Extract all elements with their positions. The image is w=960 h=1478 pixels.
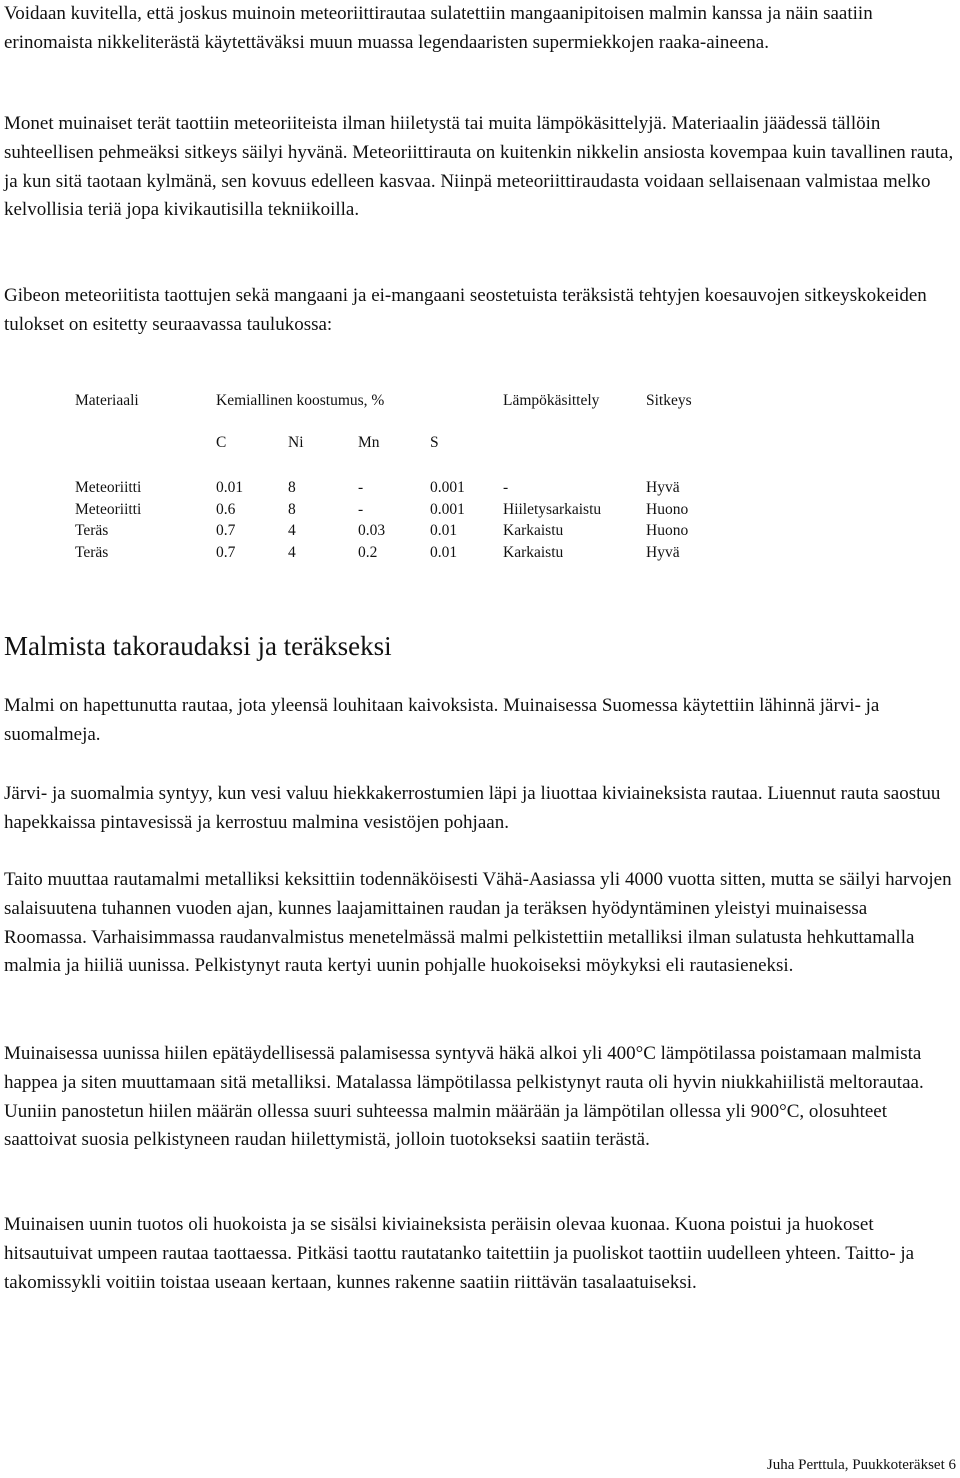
paragraph-bog-ore: Järvi- ja suomalmia syntyy, kun vesi valuu hiekkakerrostumien läpi ja liuottaa kiviaineksista rautaa. Liuennut rauta saostuu hapekkaissa pintavesissä ja kerrostuu malmina vesistöjen pohjaan. — [4, 783, 941, 833]
paragraph-bloom-forging: Muinaisen uunin tuotos oli huokoista ja se sisälsi kiviaineksista peräisin olevaa kuonaa. Kuona poistui ja huokoset hitsautuivat umpeen rautaa taottaessa. Pitkäsi taottu rautatanko taitettiin ja puoliskot taottiin uudelleen yhteen. Taitto- ja takomissykli voitiin toistaa useaan kertaan, kunnes rakenne saatiin riittävän tasalaatuiseksi. — [4, 1214, 915, 1293]
subheader-ni: Ni — [288, 434, 304, 451]
table-subheader-row — [75, 434, 726, 477]
table-row — [75, 477, 726, 499]
cell-material: Teräs — [75, 543, 109, 561]
paragraph-meteorite-intro: Voidaan kuvitella, että joskus muinoin meteoriittirautaa sulatettiin mangaanipitoisen malmin kanssa ja näin saatiin erinomaista nikkeliterästä käytettäväksi muun muassa legendaaristen supermiekkojen raaka-aineena. — [4, 3, 873, 53]
cell-toughness: Huono — [646, 522, 689, 539]
cell-s: 0.01 — [430, 522, 458, 539]
paragraph-meteorite-blades: Monet muinaiset terät taottiin meteoriiteista ilman hiiletystä tai muita lämpökäsittelyjä. Materiaalin jäädessä tällöin suhteellisen pehmeäksi sitkeys säilyi hyvänä. Meteoriittirauta on kuitenkin nikkelin ansiosta kovempaa kuin tavallinen rauta, ja kun sitä taotaan kylmänä, sen kovuus edelleen kasvaa. Niinpä meteoriittiraudasta voidaan sellaisenaan valmistaa melko kelvollisia teriä jopa kivikautisilla tekniikoilla. — [4, 113, 954, 221]
cell-heat-treatment: - — [503, 479, 509, 496]
page-number: 6 — [948, 1457, 956, 1473]
table-header-row — [75, 392, 726, 434]
toughness-table — [75, 392, 726, 563]
cell-material: Meteoriitti — [75, 479, 142, 496]
subheader-s: S — [430, 434, 439, 451]
cell-s: 0.001 — [430, 479, 465, 496]
cell-mn: 0.2 — [358, 543, 378, 561]
footer-author-title: Juha Perttula, Puukkoteräkset — [766, 1457, 945, 1473]
header-composition: Kemiallinen koostumus, % — [216, 392, 385, 409]
cell-heat-treatment: Hiiletysarkaistu — [503, 500, 602, 518]
subheader-empty — [75, 434, 216, 477]
cell-c: 0.6 — [216, 500, 236, 518]
cell-material: Meteoriitti — [75, 500, 142, 518]
paragraph-furnace-chemistry: Muinaisessa uunissa hiilen epätäydellisessä palamisessa syntyvä häkä alkoi yli 400°C lämpötilassa poistamaan malmista happea ja siten muuttamaan sitä metalliksi. Matalassa lämpötilassa pelkistynyt rauta oli hyvin niukkahiilistä meltorautaa. Uuniin panostetun hiilen määrän ollessa suuri suhteessa malmin määrään ja lämpötilan ollessa yli 900°C, olosuhteet saattoivat suosia pelkistyneen raudan hiilettymistä, jolloin tuotokseksi saatiin terästä. — [4, 1043, 924, 1151]
table-row — [75, 520, 726, 542]
cell-ni: 4 — [288, 522, 296, 539]
cell-toughness: Huono — [646, 500, 689, 518]
paragraph-smelting-history: Taito muuttaa rautamalmi metalliksi keksittiin todennäköisesti Vähä-Aasiassa yli 4000 vuotta sitten, mutta se säilyi harvojen salaisuutena tuhannen vuoden ajan, kunnes laajamittainen raudan ja teräksen hyödyntäminen yleistyi muinaisessa Roomassa. Varhaisimmassa raudanvalmistus menetelmässä malmi pelkistettiin metalliksi ilman sulatusta hehkuttamalla malmia ja hiiliä uunissa. Pelkistynyt rauta kertyi uunin pohjalle huokoiseksi möykyksi eli rautasieneksi. — [4, 869, 952, 977]
cell-mn: 0.03 — [358, 522, 386, 539]
cell-s: 0.001 — [430, 500, 465, 518]
cell-ni: 8 — [288, 500, 296, 518]
cell-heat-treatment: Karkaistu — [503, 543, 564, 561]
subheader-empty — [503, 434, 646, 477]
section-heading: Malmista takoraudaksi ja teräkseksi — [4, 631, 392, 661]
cell-toughness: Hyvä — [646, 479, 680, 496]
header-toughness: Sitkeys — [646, 392, 692, 409]
header-heat-treatment: Lämpökäsittely — [503, 392, 600, 409]
cell-material: Teräs — [75, 522, 109, 539]
cell-s: 0.01 — [430, 543, 458, 561]
subheader-empty — [646, 434, 726, 477]
toughness-table-container — [75, 392, 726, 563]
cell-mn: - — [358, 500, 364, 518]
cell-ni: 8 — [288, 479, 296, 496]
cell-ni: 4 — [288, 543, 296, 561]
table-row — [75, 499, 726, 521]
cell-heat-treatment: Karkaistu — [503, 522, 564, 539]
cell-toughness: Hyvä — [646, 543, 680, 561]
subheader-mn: Mn — [358, 434, 380, 451]
cell-c: 0.7 — [216, 543, 236, 561]
header-material: Materiaali — [75, 392, 139, 409]
paragraph-table-intro: Gibeon meteoriitista taottujen sekä mangaani ja ei-mangaani seostetuista teräksistä tehtyjen koesauvojen sitkeyskokeiden tulokset on esitetty seuraavassa taulukossa: — [4, 285, 927, 335]
cell-c: 0.01 — [216, 479, 244, 496]
table-row — [75, 542, 726, 564]
subheader-c: C — [216, 434, 227, 451]
cell-mn: - — [358, 479, 364, 496]
cell-c: 0.7 — [216, 522, 236, 539]
page-footer — [767, 1455, 956, 1475]
paragraph-ore-definition: Malmi on hapettunutta rautaa, jota yleensä louhitaan kaivoksista. Muinaisessa Suomessa käytettiin lähinnä järvi- ja suomalmeja. — [4, 695, 880, 745]
